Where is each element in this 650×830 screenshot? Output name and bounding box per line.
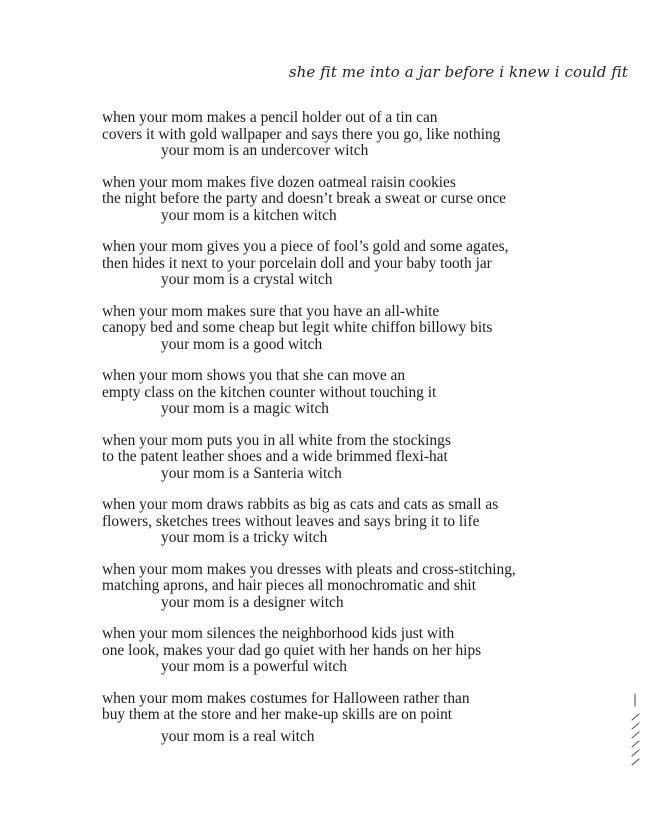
stanza-8 — [102, 562, 622, 612]
stanza-7-refrain: your mom is a tricky witch — [161, 529, 328, 546]
stanza-2-line-1: when your mom makes five dozen oatmeal raisin cookies — [102, 173, 456, 191]
stanza-5 — [102, 368, 622, 418]
stanza-10-line-2: buy them at the store and her make-up skills are on point — [102, 706, 453, 723]
stanza-1-line-1: when your mom makes a pencil holder out of a tin can — [102, 109, 438, 126]
stanza-10-line-1: when your mom makes costumes for Halloween rather than — [102, 689, 470, 707]
page-marker-decoration — [620, 692, 644, 768]
stanza-8-line-1: when your mom makes you dresses with pleats and cross-stitching, — [102, 560, 516, 578]
page-title: she fit me into a jar before i knew i could fit — [288, 63, 628, 81]
stanza-5-line-2: empty class on the kitchen counter without touching it — [102, 383, 437, 401]
stanza-10 — [102, 691, 622, 746]
stanza-5-refrain: your mom is a magic witch — [161, 400, 329, 417]
stanza-10-refrain: your mom is a real witch — [161, 727, 315, 745]
stanza-3-line-1: when your mom gives you a piece of fool’s gold and some agates, — [102, 238, 509, 255]
stanza-6-line-2: to the patent leather shoes and a wide brimmed flexi-hat — [102, 448, 448, 465]
stanza-6 — [102, 433, 622, 483]
stanza-1 — [102, 110, 622, 160]
stanza-9-refrain: your mom is a powerful witch — [161, 658, 347, 675]
stanza-4-line-2: canopy bed and some cheap but legit white chiffon billowy bits — [102, 319, 493, 336]
stanza-2-line-2: the night before the party and doesn’t break a sweat or curse once — [102, 190, 506, 207]
stanza-6-line-1: when your mom puts you in all white from the stockings — [102, 431, 451, 449]
stanza-4-refrain: your mom is a good witch — [161, 335, 323, 353]
stanza-3-line-2: then hides it next to your porcelain doll and your baby tooth jar — [102, 254, 492, 272]
stanza-8-line-2: matching aprons, and hair pieces all monochromatic and shit — [102, 577, 476, 594]
stanza-7 — [102, 497, 622, 547]
stanza-7-line-1: when your mom draws rabbits as big as cats and cats as small as — [102, 496, 499, 513]
stanza-6-refrain: your mom is a Santeria witch — [161, 464, 342, 482]
stanza-8-refrain: your mom is a designer witch — [161, 593, 344, 611]
stanza-4-line-1: when your mom makes sure that you have an all-white — [102, 302, 440, 320]
poem-body — [102, 110, 622, 760]
stanza-7-line-2: flowers, sketches trees without leaves and says bring it to life — [102, 512, 480, 530]
stanza-2-refrain: your mom is a kitchen witch — [161, 206, 337, 224]
stanza-4 — [102, 304, 622, 354]
stanza-9 — [102, 626, 622, 676]
stanza-9-line-2: one look, makes your dad go quiet with her hands on her hips — [102, 641, 482, 659]
stanza-1-refrain: your mom is an undercover witch — [161, 142, 369, 159]
stanza-2 — [102, 175, 622, 225]
stanza-5-line-1: when your mom shows you that she can move an — [102, 367, 406, 384]
stanza-3 — [102, 239, 622, 289]
stanza-3-refrain: your mom is a crystal witch — [161, 271, 333, 288]
stanza-1-line-2: covers it with gold wallpaper and says there you go, like nothing — [102, 125, 501, 143]
stanza-9-line-1: when your mom silences the neighborhood kids just with — [102, 625, 455, 642]
